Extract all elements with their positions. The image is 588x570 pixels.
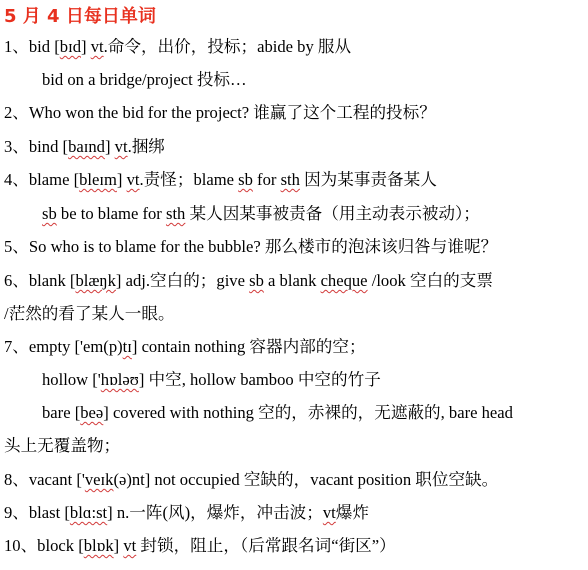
text-line [4,270,584,292]
spellcheck-underlined-text: vt [123,536,137,555]
text-run: 7、empty ['em(p) [4,337,123,356]
text-run: 4、blame [ [4,170,80,189]
text-run: 3、bind [ [4,137,69,156]
text-run: 封锁，阻止，（后常跟名词“街区”） [136,536,396,555]
spellcheck-underlined-text: sb [238,170,253,189]
text-run: 8、vacant [' [4,470,85,489]
text-run: 9、blast [ [4,503,70,522]
text-line [4,36,584,58]
spellcheck-underlined-text: blɑ:st [69,503,108,522]
text-run: 某人因某事被责备（用主动表示被动）； [185,204,480,223]
text-run: (ə)nt] not occupied 空缺的，vacant position 职位空缺。 [113,470,499,489]
text-line [42,369,584,391]
text-line [4,336,584,358]
text-run: .捆绑 [127,137,165,156]
page-title: 5 月 4 日每日单词 [4,6,156,27]
text-run: 1、bid [ [4,37,60,56]
text-run: ] [81,37,91,56]
text-line [4,102,584,124]
text-line [4,136,584,158]
text-run: .命令，出价，投标；abide by 服从 [103,37,352,56]
spellcheck-underlined-text: vt [114,137,128,156]
text-line [4,435,584,457]
spellcheck-underlined-text: bleɪm [79,170,117,189]
text-run: 6、blank [ [4,271,76,290]
text-run: for [252,170,281,189]
text-run: 5、So who is to blame for the bubble? 那么楼市的泡沫该归咎与谁呢？ [4,237,498,256]
text-line [4,535,584,557]
text-run: ] adj.空白的；give [115,271,250,290]
text-run: ] 中空, hollow bamboo 中空的竹子 [138,370,381,389]
text-run: /look 空白的支票 [367,271,493,290]
spellcheck-underlined-text: sth [165,204,186,223]
text-run: ] [104,137,115,156]
text-line [4,303,584,325]
spellcheck-underlined-text: veɪk [84,470,114,489]
text-run: 爆炸 [335,503,369,522]
spellcheck-underlined-text: baɪnd [68,137,105,156]
text-line [4,469,584,491]
text-run: hollow [' [42,370,101,389]
text-run: ] [113,536,124,555]
spellcheck-underlined-text: sth [280,170,300,189]
spellcheck-underlined-text: beə [80,403,104,422]
text-line [42,402,584,424]
text-run: ] n.一阵(风)，爆炸，冲击波； [107,503,323,522]
spellcheck-underlined-text: bɪd [59,37,81,56]
text-line [42,69,584,91]
spellcheck-underlined-text: blæŋk [75,271,116,290]
text-run: ] covered with nothing 空的，赤裸的，无遮蔽的, bare head [103,403,513,422]
text-line [4,502,584,524]
spellcheck-underlined-text: tɪ [122,337,132,356]
text-run: ] [116,170,127,189]
text-run: a blank [263,271,321,290]
spellcheck-underlined-text: blɒk [83,536,114,555]
text-run: bid on a bridge/project 投标… [42,70,247,89]
text-run: 2、Who won the bid for the project? 谁赢了这个工程的投标？ [4,103,436,122]
text-run: /茫然的看了某人一眼。 [4,304,175,323]
text-line [42,203,584,225]
spellcheck-underlined-text: sb [249,271,264,290]
text-run: 头上无覆盖物； [4,436,121,455]
spellcheck-underlined-text: hɒləʊ [100,370,139,389]
spellcheck-underlined-text: sb [42,204,57,223]
text-run: 因为某事责备某人 [299,170,437,189]
spellcheck-underlined-text: vt [126,170,140,189]
text-run: bare [ [42,403,81,422]
spellcheck-underlined-text: vt [90,37,104,56]
text-run: be to blame for [56,204,166,223]
spellcheck-underlined-text: vt [322,503,336,522]
text-line [4,236,584,258]
spellcheck-underlined-text: cheque [320,271,368,290]
text-run: ] contain nothing 容器内部的空； [131,337,366,356]
text-run: .责怪；blame [139,170,239,189]
text-line [4,169,584,191]
text-run: 10、block [ [4,536,84,555]
